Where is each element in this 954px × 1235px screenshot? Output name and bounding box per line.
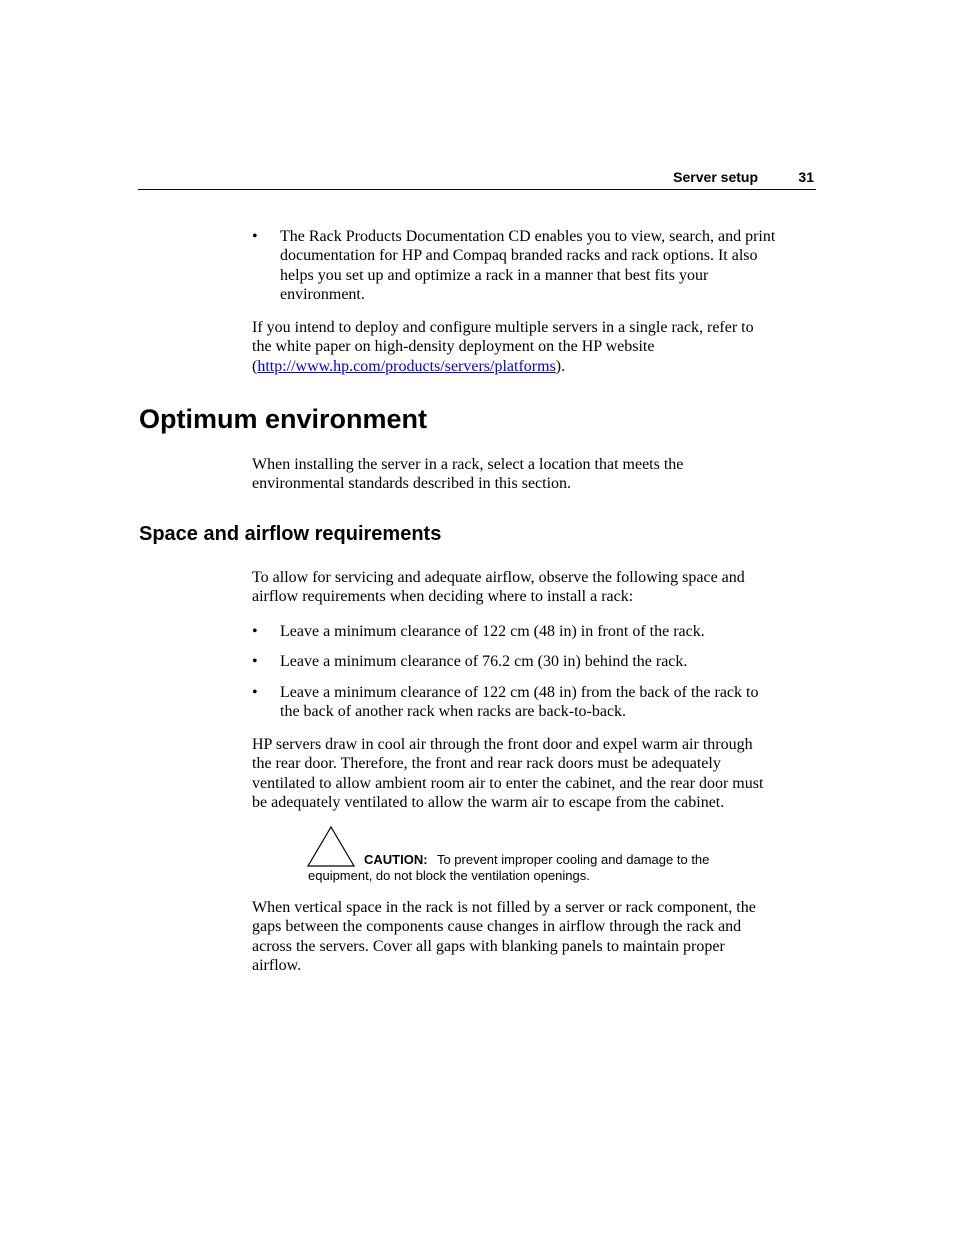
hp-platforms-link[interactable]: http://www.hp.com/products/servers/platforms — [257, 357, 556, 375]
subsection-heading-space-airflow: Space and airflow requirements — [139, 523, 442, 545]
optimum-paragraph: When installing the server in a rack, select a location that meets the environmental standards described in this section. — [252, 456, 684, 493]
list-item-text: Leave a minimum clearance of 122 cm (48 in) from the back of the rack to the back of another rack when racks are back-to-back. — [280, 684, 759, 721]
bullet-icon: • — [252, 684, 258, 701]
list-item-text: Leave a minimum clearance of 122 cm (48 in) in front of the rack. — [280, 623, 705, 640]
header-section-title: Server setup — [673, 169, 758, 185]
bullet-icon: • — [252, 623, 258, 640]
caution-label: CAUTION: — [364, 852, 428, 867]
caution-note — [308, 852, 778, 884]
airflow-paragraph: HP servers draw in cool air through the front door and expel warm air through the rear door. Therefore, the front and rear rack doors must be adequately ventilated to allow ambient room air to enter the cabinet, and the rear door must be adequately ventilated to allow the warm air to escape from the cabinet. — [252, 736, 764, 811]
space-intro-paragraph: To allow for servicing and adequate airflow, observe the following space and airflow requirements when deciding where to install a rack: — [252, 569, 745, 606]
caution-text: To prevent improper cooling and damage to the — [436, 852, 710, 867]
bullet-icon: • — [252, 228, 258, 245]
section-heading-optimum-environment: Optimum environment — [139, 404, 428, 434]
bullet-icon: • — [252, 653, 258, 670]
page-number: 31 — [798, 169, 814, 185]
list-item-text: The Rack Products Documentation CD enables you to view, search, and print documentation for HP and Compaq branded racks and rack options. It also helps you set up and optimize a rack in a manner that best fits your environment. — [280, 228, 776, 303]
caution-text-continued: equipment, do not block the ventilation openings. — [308, 868, 590, 883]
blanking-panels-paragraph: When vertical space in the rack is not filled by a server or rack component, the gaps between the components cause changes in airflow through the rack and across the servers. Cover all gaps with blanking panels to maintain proper airflow. — [252, 899, 756, 974]
running-header — [138, 168, 816, 190]
intro-paragraph: If you intend to deploy and configure multiple servers in a single rack, refer to the white paper on high-density deployment on the HP website (http://www.hp.com/products/servers/platforms). — [252, 319, 754, 375]
list-item-text: Leave a minimum clearance of 76.2 cm (30 in) behind the rack. — [280, 653, 688, 670]
